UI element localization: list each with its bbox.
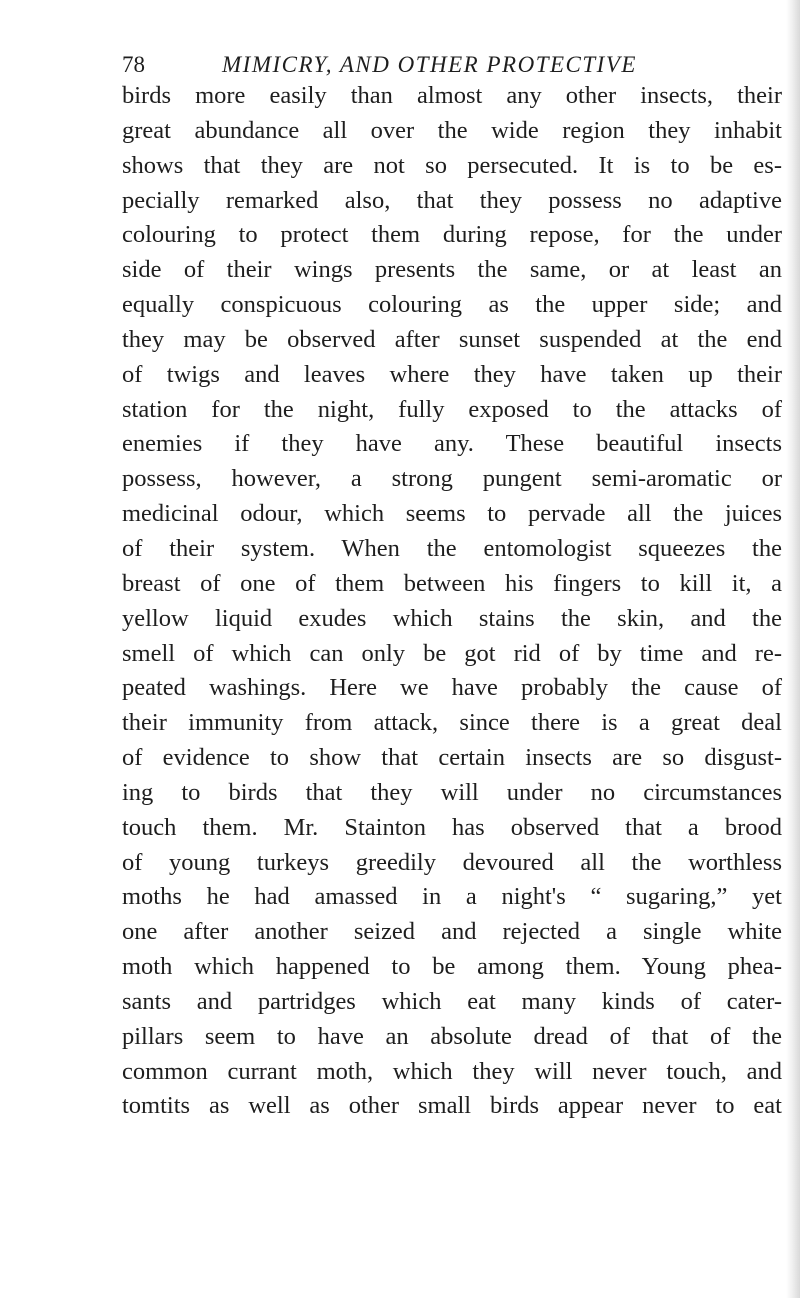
text-line: one after another seized and rejected a single white — [122, 918, 782, 946]
text-line: smell of which can only be got rid of by time and re- — [122, 639, 782, 667]
text-line: equally conspicuous colouring as the upper side; and — [122, 291, 782, 319]
text-line: shows that they are not so persecuted. It is to be es- — [122, 151, 782, 179]
text-line: moths he had amassed in a night's “ sugaring,” yet — [122, 883, 782, 911]
text-line: pecially remarked also, that they possess no adaptive — [122, 186, 782, 214]
text-line: ing to birds that they will under no circumstances — [122, 778, 782, 806]
page-edge-shadow — [786, 0, 800, 1298]
text-line: they may be observed after sunset suspended at the end — [122, 325, 782, 353]
text-line: possess, however, a strong pungent semi-aromatic or — [122, 465, 782, 493]
page-header — [122, 50, 702, 80]
text-line: of twigs and leaves where they have taken up their — [122, 360, 782, 388]
text-line: station for the night, fully exposed to the attacks of — [122, 395, 782, 423]
text-line: enemies if they have any. These beautiful insects — [122, 430, 782, 458]
text-line: birds more easily than almost any other insects, their — [122, 82, 782, 109]
running-head: MIMICRY, AND OTHER PROTECTIVE — [222, 52, 637, 77]
text-line: of young turkeys greedily devoured all the worthless — [122, 848, 782, 876]
text-line: breast of one of them between his fingers to kill it, a — [122, 569, 782, 597]
body-text — [122, 79, 782, 1124]
page-number: 78 — [122, 52, 145, 77]
text-line: colouring to protect them during repose, for the under — [122, 221, 782, 249]
text-line: common currant moth, which they will never touch, and — [122, 1057, 782, 1085]
text-line: of evidence to show that certain insects are so disgust- — [122, 744, 782, 772]
text-line: peated washings. Here we have probably the cause of — [122, 674, 782, 702]
text-line: sants and partridges which eat many kinds of cater- — [122, 987, 782, 1015]
text-line: yellow liquid exudes which stains the skin, and the — [122, 604, 782, 632]
text-line: their immunity from attack, since there is a great deal — [122, 709, 782, 737]
text-line: pillars seem to have an absolute dread of that of the — [122, 1022, 782, 1050]
text-line: medicinal odour, which seems to pervade all the juices — [122, 500, 782, 528]
text-line: of their system. When the entomologist squeezes the — [122, 534, 782, 562]
text-line: great abundance all over the wide region they inhabit — [122, 116, 782, 144]
text-line: side of their wings presents the same, or at least an — [122, 256, 782, 284]
text-line: tomtits as well as other small birds appear never to eat — [122, 1092, 782, 1120]
text-line: touch them. Mr. Stainton has observed that a brood — [122, 813, 782, 841]
text-line: moth which happened to be among them. Young phea- — [122, 953, 782, 981]
